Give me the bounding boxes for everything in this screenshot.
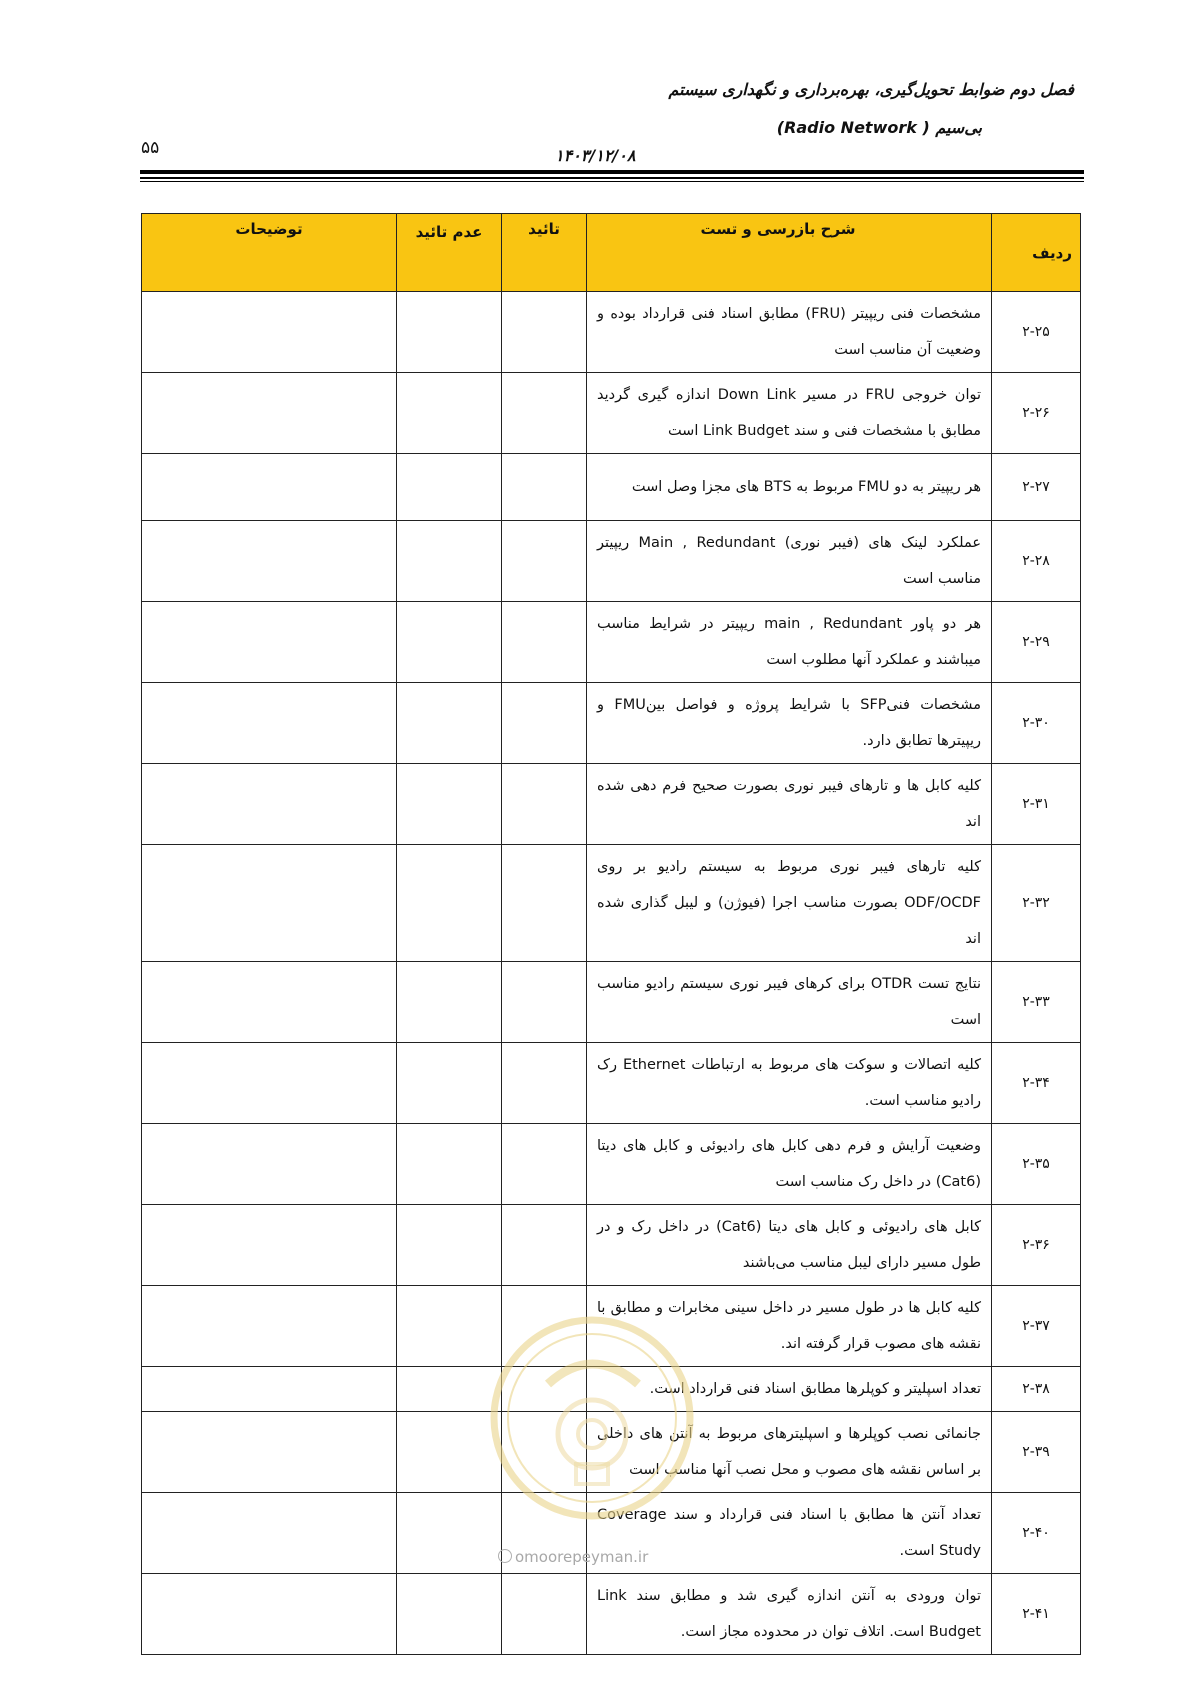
approved-cell[interactable] [502,1367,587,1412]
description-cell: وضعیت آرایش و فرم دهی کابل های رادیوئی و کابل های دیتا (Cat6) در داخل رک مناسب است [587,1124,992,1205]
description-cell: کلیه کابل ها و تارهای فیبر نوری بصورت صحیح فرم دهی شده اند [587,764,992,845]
watermark-footer [498,1548,648,1566]
copyright-icon [498,1549,512,1563]
header-rule-thick [140,170,1084,174]
table-row [142,1367,1081,1412]
approved-cell[interactable] [502,845,587,962]
approved-cell[interactable] [502,1043,587,1124]
not-approved-cell[interactable] [397,845,502,962]
not-approved-cell[interactable] [397,1493,502,1574]
not-approved-cell[interactable] [397,962,502,1043]
inspection-table [141,213,1081,1655]
description-cell: تعداد آنتن ها مطابق با اسناد فنی قرارداد و سند Coverage Study است. [587,1493,992,1574]
column-header-notes: توضیحات [142,214,397,292]
approved-cell[interactable] [502,683,587,764]
not-approved-cell[interactable] [397,373,502,454]
approved-cell[interactable] [502,602,587,683]
notes-cell[interactable] [142,1493,397,1574]
table-row [142,1205,1081,1286]
notes-cell[interactable] [142,845,397,962]
notes-cell[interactable] [142,292,397,373]
notes-cell[interactable] [142,521,397,602]
table-row [142,764,1081,845]
notes-cell[interactable] [142,373,397,454]
table-row [142,845,1081,962]
description-cell: عملکرد لینک های (فیبر نوری) Main , Redundant ریپیتر مناسب است [587,521,992,602]
row-number-cell: ۲-۴۱ [992,1574,1081,1655]
not-approved-cell[interactable] [397,683,502,764]
description-cell: کلیه تارهای فیبر نوری مربوط به سیستم رادیو بر روی ODF/OCDF بصورت مناسب اجرا (فیوژن) و لیبل گذاری شده اند [587,845,992,962]
description-cell: کلیه اتصالات و سوکت های مربوط به ارتباطات Ethernet رک رادیو مناسب است. [587,1043,992,1124]
notes-cell[interactable] [142,764,397,845]
row-number-cell: ۲-۳۸ [992,1367,1081,1412]
approved-cell[interactable] [502,1574,587,1655]
row-number-cell: ۲-۳۹ [992,1412,1081,1493]
table-row [142,1124,1081,1205]
table-row [142,1412,1081,1493]
notes-cell[interactable] [142,1043,397,1124]
column-header-approved: تائید [502,214,587,292]
table-header-row [142,214,1081,292]
column-header-description: شرح بازرسی و تست [587,214,992,292]
column-header-row-number: ردیف [992,214,1081,292]
description-cell: نتایج تست OTDR برای کرهای فیبر نوری سیستم رادیو مناسب است [587,962,992,1043]
approved-cell[interactable] [502,454,587,521]
row-number-cell: ۲-۳۶ [992,1205,1081,1286]
description-cell: توان ورودی به آنتن اندازه گیری شد و مطابق سند Link Budget است. اتلاف توان در محدوده مجاز است. [587,1574,992,1655]
row-number-cell: ۲-۲۶ [992,373,1081,454]
approved-cell[interactable] [502,1205,587,1286]
table-row [142,1043,1081,1124]
not-approved-cell[interactable] [397,1124,502,1205]
table-row [142,1286,1081,1367]
row-number-cell: ۲-۳۳ [992,962,1081,1043]
watermark-site: omoorepeyman.ir [515,1548,649,1566]
chapter-title: فصل دوم ضوابط تحویل‌گیری، بهره‌برداری و نگهداری سیستم [668,80,1074,99]
not-approved-cell[interactable] [397,1205,502,1286]
notes-cell[interactable] [142,1412,397,1493]
row-number-cell: ۲-۳۷ [992,1286,1081,1367]
row-number-cell: ۲-۳۰ [992,683,1081,764]
row-number-cell: ۲-۴۰ [992,1493,1081,1574]
table-row [142,602,1081,683]
description-cell: توان خروجی FRU در مسیر Down Link اندازه گیری گردید مطابق با مشخصات فنی و سند Link Budget است [587,373,992,454]
row-number-cell: ۲-۲۹ [992,602,1081,683]
header-rule-thin [140,181,1084,182]
not-approved-cell[interactable] [397,1286,502,1367]
description-cell: هر ریپیتر به دو FMU مربوط به BTS های مجزا وصل است [587,454,992,521]
table-row [142,1574,1081,1655]
not-approved-cell[interactable] [397,1367,502,1412]
approved-cell[interactable] [502,373,587,454]
not-approved-cell[interactable] [397,1043,502,1124]
table-row [142,373,1081,454]
not-approved-cell[interactable] [397,1574,502,1655]
not-approved-cell[interactable] [397,602,502,683]
description-cell: جانمائی نصب کوپلرها و اسپلیترهای مربوط به آنتن های داخلی بر اساس نقشه های مصوب و محل نصب آنها مناسب است [587,1412,992,1493]
row-number-cell: ۲-۲۸ [992,521,1081,602]
approved-cell[interactable] [502,1286,587,1367]
not-approved-cell[interactable] [397,764,502,845]
table-row [142,454,1081,521]
notes-cell[interactable] [142,454,397,521]
description-cell: مشخصات فنی ریپیتر (FRU) مطابق اسناد فنی قرارداد بوده و وضعیت آن مناسب است [587,292,992,373]
notes-cell[interactable] [142,1574,397,1655]
notes-cell[interactable] [142,683,397,764]
description-cell: مشخصات فنیSFP با شرایط پروژه و فواصل بینFMU و ریپیترها تطابق دارد. [587,683,992,764]
approved-cell[interactable] [502,1124,587,1205]
row-number-cell: ۲-۳۴ [992,1043,1081,1124]
document-date: ۱۴۰۳/۱۲/۰۸ [555,146,636,165]
description-cell: کلیه کابل ها در طول مسیر در داخل سینی مخابرات و مطابق با نقشه های مصوب قرار گرفته اند. [587,1286,992,1367]
description-cell: کابل های رادیوئی و کابل های دیتا (Cat6) در داخل رک و در طول مسیر دارای لیبل مناسب می‌باشند [587,1205,992,1286]
header-rule-mid [140,177,1084,179]
chapter-subtitle: بی‌سیم ( Radio Network) [776,118,982,137]
not-approved-cell[interactable] [397,454,502,521]
not-approved-cell[interactable] [397,521,502,602]
description-cell: تعداد اسپلیتر و کوپلرها مطابق اسناد فنی قرارداد است. [587,1367,992,1412]
notes-cell[interactable] [142,602,397,683]
table-row [142,292,1081,373]
table-row [142,521,1081,602]
approved-cell[interactable] [502,962,587,1043]
not-approved-cell[interactable] [397,1412,502,1493]
table-row [142,962,1081,1043]
approved-cell[interactable] [502,292,587,373]
row-number-cell: ۲-۲۷ [992,454,1081,521]
row-number-cell: ۲-۲۵ [992,292,1081,373]
table-body [142,292,1081,1655]
approved-cell[interactable] [502,764,587,845]
notes-cell[interactable] [142,1286,397,1367]
page-number: ۵۵ [141,138,160,158]
notes-cell[interactable] [142,1205,397,1286]
approved-cell[interactable] [502,1412,587,1493]
row-number-cell: ۲-۳۵ [992,1124,1081,1205]
column-header-not-approved: عدم تائید [397,214,502,292]
not-approved-cell[interactable] [397,292,502,373]
notes-cell[interactable] [142,962,397,1043]
description-cell: هر دو پاور main , Redundant ریپیتر در شرایط مناسب میباشند و عملکرد آنها مطلوب است [587,602,992,683]
row-number-cell: ۲-۳۱ [992,764,1081,845]
row-number-cell: ۲-۳۲ [992,845,1081,962]
approved-cell[interactable] [502,521,587,602]
notes-cell[interactable] [142,1124,397,1205]
table-row [142,683,1081,764]
notes-cell[interactable] [142,1367,397,1412]
